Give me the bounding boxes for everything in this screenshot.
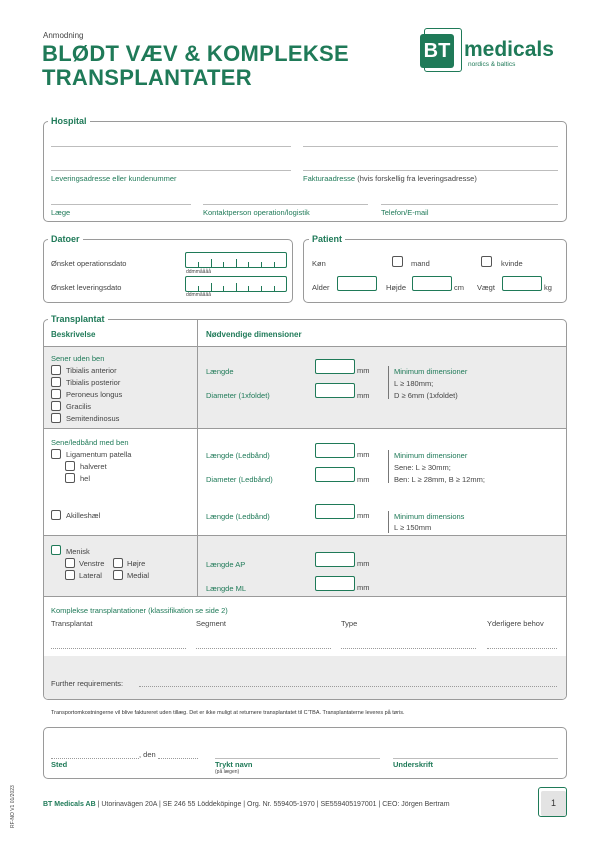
medial-checkbox[interactable]	[113, 570, 123, 580]
op-date-format: ddmmåååå	[186, 269, 212, 275]
menisk-ap-field[interactable]	[315, 552, 355, 567]
transport-notice: Transportomkostningerne vil blive faktureret uden tillæg. Det er ikke muligt at returnere transplantatet til C’TBA. Transplantaterne leveres på tøris.	[51, 710, 405, 716]
tendon-item-4: Gracilis	[66, 402, 92, 411]
complex-col-type: Type	[341, 619, 358, 628]
tendon-min-bar	[388, 366, 389, 399]
graft-section	[43, 319, 567, 700]
tendons-heading: Sener uden ben	[51, 354, 105, 363]
tendon-length-label: Længde	[206, 367, 234, 376]
further-line[interactable]	[139, 686, 557, 687]
invoice-address-label	[303, 174, 477, 183]
den-label: , den	[139, 750, 156, 759]
female-checkbox[interactable]	[481, 256, 492, 267]
phone-label: Telefon/E-mail	[381, 208, 429, 217]
tendon-item-3: Peroneus longus	[66, 390, 123, 399]
weight-label: Vægt	[477, 283, 495, 292]
achilles-length-field[interactable]	[315, 504, 355, 519]
tendon-item-5: Semitendinosus	[66, 414, 120, 423]
tendon-checkbox-1[interactable]	[51, 365, 61, 375]
height-unit: cm	[454, 283, 464, 292]
menisk-ap-unit: mm	[357, 559, 370, 568]
footer-details: | Utorinavägen 20A | SE 246 55 Löddeköpinge | Org. Nr. 559405-1970 | SE559405197001 | CEO: Jörgen Bertram	[97, 801, 450, 808]
op-date-field[interactable]	[185, 252, 287, 268]
logo	[420, 28, 570, 78]
tendon-checkbox-3[interactable]	[51, 389, 61, 399]
logo-tagline: nordics & baltics	[468, 61, 516, 68]
left-checkbox[interactable]	[65, 558, 75, 568]
patient-section	[303, 239, 567, 303]
right-checkbox[interactable]	[113, 558, 123, 568]
side-code: RF-NO V1 01/2023	[10, 785, 16, 828]
tendon-checkbox-4[interactable]	[51, 401, 61, 411]
kicker: Anmodning	[43, 31, 84, 40]
lateral-label: Lateral	[79, 571, 102, 580]
tendon-length-field[interactable]	[315, 359, 355, 374]
contact-line[interactable]	[203, 204, 368, 205]
hospital-section	[43, 121, 567, 222]
age-label: Alder	[312, 283, 330, 292]
achilles-label: Akilleshæl	[66, 511, 101, 520]
complex-line-type[interactable]	[341, 648, 476, 649]
col-dims-header: Nødvendige dimensioner	[206, 330, 302, 339]
col-desc-header: Beskrivelse	[51, 330, 96, 339]
tendon-item-1: Tibialis anterior	[66, 366, 117, 375]
weight-field[interactable]	[502, 276, 542, 291]
bone-min-bar	[388, 450, 389, 483]
op-date-label: Ønsket operationsdato	[51, 259, 127, 268]
further-label: Further requirements:	[51, 679, 124, 688]
achilles-min-line: L ≥ 150mm	[394, 523, 432, 532]
male-label: mand	[411, 259, 430, 268]
hospital-line-2a[interactable]	[51, 170, 291, 171]
medial-label: Medial	[127, 571, 150, 580]
tendons-divider	[43, 428, 567, 429]
bone-min-line2: Ben: L ≥ 28mm, B ≥ 12mm;	[394, 475, 485, 484]
female-label: kvinde	[501, 259, 523, 268]
complex-line-segment[interactable]	[196, 648, 331, 649]
header-divider	[43, 346, 567, 347]
dates-section	[43, 239, 293, 303]
whole-label: hel	[80, 474, 91, 483]
tendon-length-unit: mm	[357, 366, 370, 375]
delivery-date-field[interactable]	[185, 276, 287, 292]
tendon-checkbox-2[interactable]	[51, 377, 61, 387]
weight-unit: kg	[544, 283, 552, 292]
name-label: Trykt navn	[215, 760, 253, 769]
graft-title: Transplantat	[48, 314, 108, 324]
menisk-ml-label: Længde ML	[206, 584, 247, 593]
menisk-divider	[43, 596, 567, 597]
tendon-diameter-label: Diameter (1xfoldet)	[206, 391, 270, 400]
invoice-address-title: Fakturaadresse	[303, 174, 356, 183]
sex-label: Køn	[312, 259, 326, 268]
column-divider	[197, 320, 198, 596]
achilles-length-unit: mm	[357, 511, 370, 520]
page-number: 1	[550, 798, 556, 808]
bone-min-line1: Sene: L ≥ 30mm;	[394, 463, 451, 472]
menisk-label: Menisk	[66, 547, 90, 556]
complex-line-graft[interactable]	[51, 648, 186, 649]
sign-line[interactable]	[393, 758, 558, 759]
bone-diameter-label: Diameter (Ledbånd)	[206, 475, 273, 484]
tendon-min-line2: D ≥ 6mm (1xfoldet)	[394, 391, 458, 400]
tendon-item-2: Tibialis posterior	[66, 378, 121, 387]
hospital-line-1a[interactable]	[51, 146, 291, 147]
bone-min-title: Minimum dimensioner	[394, 451, 468, 460]
half-label: halveret	[80, 462, 107, 471]
complex-line-needs[interactable]	[487, 648, 557, 649]
contact-label: Kontaktperson operation/logistik	[203, 208, 310, 217]
hospital-title: Hospital	[48, 116, 90, 126]
left-label: Venstre	[79, 559, 105, 568]
complex-col-graft: Transplantat	[51, 619, 93, 628]
place-label: Sted	[51, 760, 68, 769]
sign-label: Underskrift	[393, 760, 434, 769]
delivery-address-label: Leveringsadresse eller kundenummer	[51, 174, 177, 183]
logo-name: medicals	[464, 38, 554, 61]
page-title-line1: BLØDT VÆV & KOMPLEKSE	[42, 41, 349, 66]
bone-diameter-unit: mm	[357, 475, 370, 484]
achilles-min-title: Minimum dimensions	[394, 512, 465, 521]
achilles-length-label: Længde (Ledbånd)	[206, 512, 270, 521]
delivery-date-label: Ønsket leveringsdato	[51, 283, 122, 292]
shade-tendons	[44, 347, 567, 429]
doctor-line[interactable]	[51, 204, 191, 205]
shade-further	[44, 656, 567, 700]
male-checkbox[interactable]	[392, 256, 403, 267]
menisk-ml-field[interactable]	[315, 576, 355, 591]
menisk-checkbox[interactable]	[51, 545, 61, 555]
right-label: Højre	[127, 559, 146, 568]
tendon-min-line1: L ≥ 180mm;	[394, 379, 434, 388]
invoice-address-note: (hvis forskellig fra leveringsadresse)	[357, 174, 477, 183]
hospital-line-2b[interactable]	[303, 170, 558, 171]
page-number-box	[538, 787, 567, 817]
page-title-line2: TRANSPLANTATER	[42, 65, 252, 90]
achilles-min-bar	[388, 511, 389, 533]
tendon-diameter-unit: mm	[357, 391, 370, 400]
footer-line	[43, 801, 450, 808]
tendon-checkbox-5[interactable]	[51, 413, 61, 423]
complex-title: Komplekse transplantationer (klassifikation se side 2)	[51, 606, 228, 615]
bone-heading: Sene/ledbånd med ben	[51, 438, 129, 447]
patient-title: Patient	[309, 234, 345, 244]
bone-length-label: Længde (Ledbånd)	[206, 451, 270, 460]
signature-section	[43, 727, 567, 779]
hospital-line-1b[interactable]	[303, 146, 558, 147]
footer-company: BT Medicals AB	[43, 801, 96, 808]
whole-checkbox[interactable]	[65, 473, 75, 483]
lateral-checkbox[interactable]	[65, 570, 75, 580]
delivery-date-format: ddmmåååå	[186, 292, 212, 298]
bone-divider	[43, 535, 567, 536]
height-label: Højde	[386, 283, 407, 292]
complex-col-needs: Yderligere behov	[487, 619, 544, 628]
name-note: (på lægen)	[215, 769, 240, 775]
name-line[interactable]	[215, 758, 380, 759]
logo-mark: BT	[420, 34, 454, 68]
menisk-ap-label: Længde AP	[206, 560, 246, 569]
height-field[interactable]	[412, 276, 452, 291]
achilles-checkbox[interactable]	[51, 510, 61, 520]
patella-label: Ligamentum patella	[66, 450, 132, 459]
half-checkbox[interactable]	[65, 461, 75, 471]
dates-title: Datoer	[48, 234, 83, 244]
menisk-ml-unit: mm	[357, 583, 370, 592]
tendon-min-title: Minimum dimensioner	[394, 367, 468, 376]
bone-length-unit: mm	[357, 450, 370, 459]
bone-length-field[interactable]	[315, 443, 355, 458]
patella-checkbox[interactable]	[51, 449, 61, 459]
date-line[interactable]	[158, 758, 198, 759]
tendon-diameter-field[interactable]	[315, 383, 355, 398]
phone-line[interactable]	[381, 204, 558, 205]
place-line[interactable]	[51, 758, 139, 759]
doctor-label: Læge	[51, 208, 71, 217]
bone-diameter-field[interactable]	[315, 467, 355, 482]
complex-col-segment: Segment	[196, 619, 227, 628]
age-field[interactable]	[337, 276, 377, 291]
